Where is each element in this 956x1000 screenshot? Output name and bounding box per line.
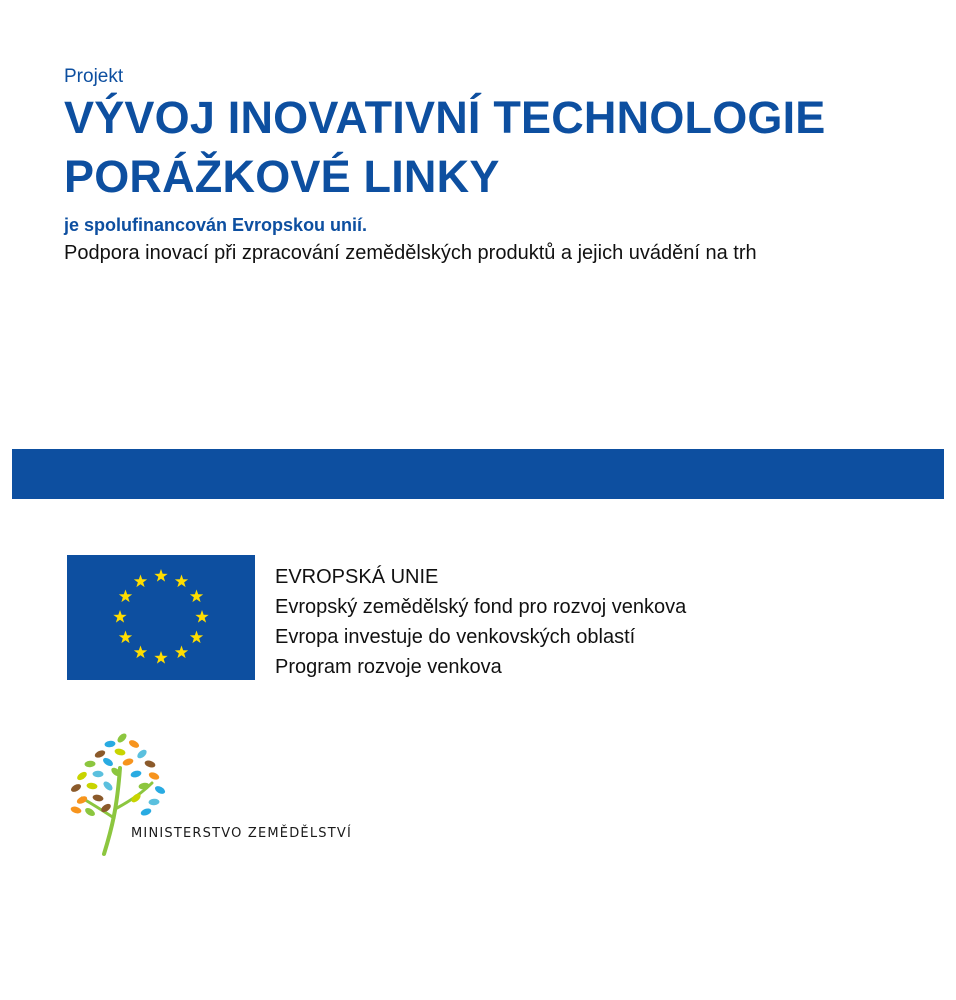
tree-leaf [128,739,141,750]
tree-leaf [116,732,128,744]
blue-band [12,449,944,499]
tree-leaf [92,771,103,778]
project-title-line1: VÝVOJ INOVATIVNÍ TECHNOLOGIE [64,92,826,143]
tree-leaf [138,782,150,790]
tree-leaf [102,756,115,767]
tree-leaf [136,748,149,760]
tree-leaf [140,807,153,817]
project-header [64,66,944,266]
ministry-name: MINISTERSTVO ZEMĚDĚLSTVÍ [131,826,353,841]
eu-line-program: Program rozvoje venkova [275,656,502,678]
eu-line-fund: Evropský zemědělský fond pro rozvoj venkova [275,596,687,618]
project-title-line2: PORÁŽKOVÉ LINKY [64,151,500,202]
tree-leaf [114,748,126,757]
tree-leaf [144,759,156,768]
tree-leaf [122,757,134,767]
tree-leaf [84,761,95,768]
eu-text-block [275,562,686,682]
cofinanced-text: je spolufinancován Evropskou unií. [64,215,368,235]
tree-leaf [92,794,104,803]
project-title [64,88,944,206]
eu-flag-icon [67,555,255,680]
program-text: Podpora inovací při zpracování zemědělských produktů a jejich uvádění na trh [64,242,757,264]
tree-leaf [94,749,107,759]
tree-leaf [148,798,159,805]
tree-leaf [148,771,161,781]
tree-leaf [102,780,114,792]
eu-line-union: EVROPSKÁ UNIE [275,566,439,588]
tree-leaf [86,782,98,790]
tree-leaf [70,805,82,814]
tree-leaf [70,782,83,793]
tree-leaf [104,740,116,748]
tree-leaf [76,770,89,782]
tree-leaf [130,770,142,779]
project-kicker: Projekt [64,66,124,87]
eu-line-invest: Evropa investuje do venkovských oblastí [275,626,636,648]
tree-leaf [76,795,89,805]
tree-leaf [154,785,167,796]
tree-leaf [84,806,97,817]
